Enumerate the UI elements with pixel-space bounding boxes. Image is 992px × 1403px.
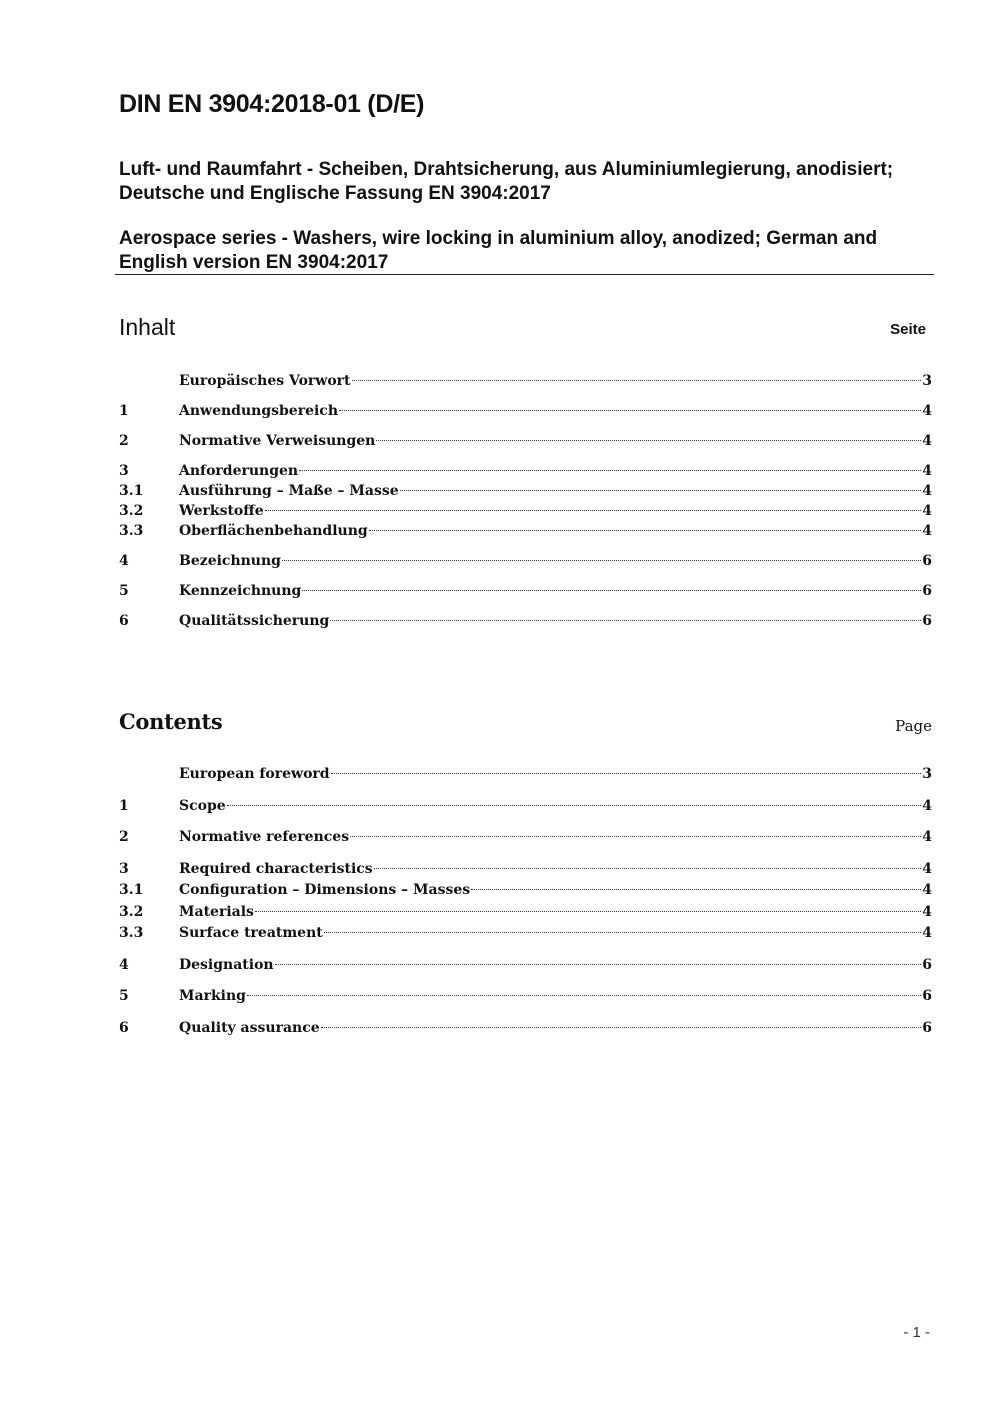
toc-entry-page: 3: [922, 766, 932, 782]
toc-entry-number: 3.3: [119, 523, 144, 539]
toc-leader-dots: [302, 589, 921, 591]
toc-entry[interactable]: [119, 521, 932, 541]
toc-entry-label: Quality assurance: [179, 1019, 320, 1036]
toc-entry-number: 3.3: [119, 925, 144, 941]
toc-entry-label: Materials: [179, 903, 254, 920]
document-id: DIN EN 3904:2018-01 (D/E): [119, 90, 425, 118]
toc-entry-page: 4: [922, 829, 932, 845]
toc-entry[interactable]: [119, 1018, 932, 1040]
toc-entry[interactable]: [119, 796, 932, 818]
toc-entry-page: 4: [922, 483, 932, 499]
toc-entry-label: Marking: [179, 988, 246, 1004]
toc-entry-label: Surface treatment: [179, 925, 323, 941]
toc-entry-number: 5: [119, 583, 129, 599]
toc-entry[interactable]: [119, 401, 932, 421]
toc-entry-label: Scope: [179, 797, 226, 814]
toc-entry-number: 6: [119, 1019, 129, 1036]
toc-entry-number: 4: [119, 553, 129, 569]
toc-entry-page: 3: [922, 373, 932, 389]
toc-leader-dots: [369, 529, 922, 531]
toc-entry-label: Ausführung – Maße – Masse: [179, 483, 399, 499]
toc-entry-label: Qualitätssicherung: [179, 613, 330, 629]
toc-entry-label: Bezeichnung: [179, 553, 281, 569]
toc-entry-number: 3: [119, 860, 129, 877]
toc-heading-german: Inhalt: [119, 314, 176, 340]
toc-entry-page: 4: [922, 797, 932, 814]
toc-entry-page: 4: [922, 860, 932, 877]
toc-page-label-english: Page: [895, 717, 932, 735]
toc-page-label-german: Seite: [890, 321, 926, 338]
toc-leader-dots: [247, 994, 921, 996]
toc-leader-dots: [339, 409, 921, 411]
title-divider: [115, 274, 934, 275]
toc-entry[interactable]: [119, 481, 932, 501]
toc-entry[interactable]: [119, 581, 932, 601]
toc-entry-number: 3.1: [119, 483, 144, 499]
toc-entry-page: 6: [922, 613, 932, 629]
toc-entry-number: 2: [119, 433, 129, 449]
toc-german: [119, 371, 932, 631]
toc-leader-dots: [321, 1026, 922, 1028]
toc-entry-label: Required characteristics: [179, 860, 373, 877]
toc-leader-dots: [331, 772, 922, 774]
toc-leader-dots: [330, 619, 921, 621]
title-german: Luft- und Raumfahrt - Scheiben, Drahtsicherung, aus Aluminiumlegierung, anodisiert; Deutsche und Englische Fassung EN 3904:2017: [119, 159, 894, 204]
toc-entry-page: 4: [922, 463, 932, 479]
toc-entry-number: 3.1: [119, 882, 144, 898]
toc-leader-dots: [324, 931, 922, 933]
toc-leader-dots: [282, 559, 921, 561]
toc-entry[interactable]: [119, 880, 932, 902]
toc-entry-number: 4: [119, 956, 129, 973]
toc-entry-label: Normative references: [179, 829, 350, 845]
toc-entry-number: 3.2: [119, 903, 144, 920]
toc-entry-page: 4: [922, 903, 932, 920]
toc-leader-dots: [350, 835, 921, 837]
toc-leader-dots: [255, 910, 921, 912]
toc-entry-number: 6: [119, 613, 129, 629]
toc-leader-dots: [352, 379, 922, 381]
toc-entry-label: Designation: [179, 956, 274, 973]
toc-entry-label: Europäisches Vorwort: [179, 373, 351, 389]
toc-entry-number: 3: [119, 463, 129, 479]
toc-entry-page: 6: [922, 1019, 932, 1036]
toc-entry-page: 4: [922, 523, 932, 539]
toc-entry-label: Werkstoffe: [179, 503, 264, 519]
toc-entry-page: 6: [922, 553, 932, 569]
toc-entry-label: European foreword: [179, 766, 330, 782]
toc-entry-number: 1: [119, 403, 129, 419]
toc-entry-number: 1: [119, 797, 129, 814]
toc-leader-dots: [400, 489, 922, 491]
toc-leader-dots: [471, 888, 921, 890]
toc-entry-page: 4: [922, 433, 932, 449]
toc-entry[interactable]: [119, 461, 932, 481]
toc-heading-english: Contents: [119, 709, 223, 734]
toc-entry[interactable]: [119, 611, 932, 631]
toc-leader-dots: [227, 804, 922, 806]
toc-entry-label: Anwendungsbereich: [179, 403, 338, 419]
toc-entry-page: 6: [922, 956, 932, 973]
toc-entry[interactable]: [119, 859, 932, 881]
toc-entry[interactable]: [119, 501, 932, 521]
toc-leader-dots: [299, 469, 921, 471]
toc-entry-page: 4: [922, 403, 932, 419]
toc-entry[interactable]: [119, 955, 932, 977]
toc-entry-page: 4: [922, 882, 932, 898]
toc-entry[interactable]: [119, 902, 932, 924]
page-number: - 1 -: [903, 1324, 930, 1341]
toc-entry-page: 6: [922, 988, 932, 1004]
toc-entry-label: Configuration – Dimensions – Masses: [179, 882, 471, 898]
toc-leader-dots: [265, 509, 922, 511]
toc-entry-number: 5: [119, 988, 129, 1004]
toc-entry[interactable]: [119, 923, 932, 945]
title-english: Aerospace series - Washers, wire locking in aluminium alloy, anodized; German and English version EN 3904:2017: [119, 228, 878, 273]
toc-entry[interactable]: [119, 371, 932, 391]
toc-entry[interactable]: [119, 764, 932, 786]
toc-leader-dots: [275, 963, 922, 965]
toc-entry-page: 4: [922, 925, 932, 941]
toc-english: [119, 764, 932, 1039]
toc-entry[interactable]: [119, 986, 932, 1008]
toc-entry[interactable]: [119, 827, 932, 849]
toc-entry-label: Kennzeichnung: [179, 583, 302, 599]
toc-entry-page: 4: [922, 503, 932, 519]
toc-entry-label: Oberflächenbehandlung: [179, 523, 368, 539]
toc-leader-dots: [376, 439, 921, 441]
toc-entry[interactable]: [119, 431, 932, 451]
toc-entry-page: 6: [922, 583, 932, 599]
toc-entry-label: Anforderungen: [179, 463, 299, 479]
toc-entry-number: 2: [119, 829, 129, 845]
toc-entry-number: 3.2: [119, 503, 144, 519]
toc-entry[interactable]: [119, 551, 932, 571]
toc-leader-dots: [374, 867, 922, 869]
toc-entry-label: Normative Verweisungen: [179, 433, 376, 449]
